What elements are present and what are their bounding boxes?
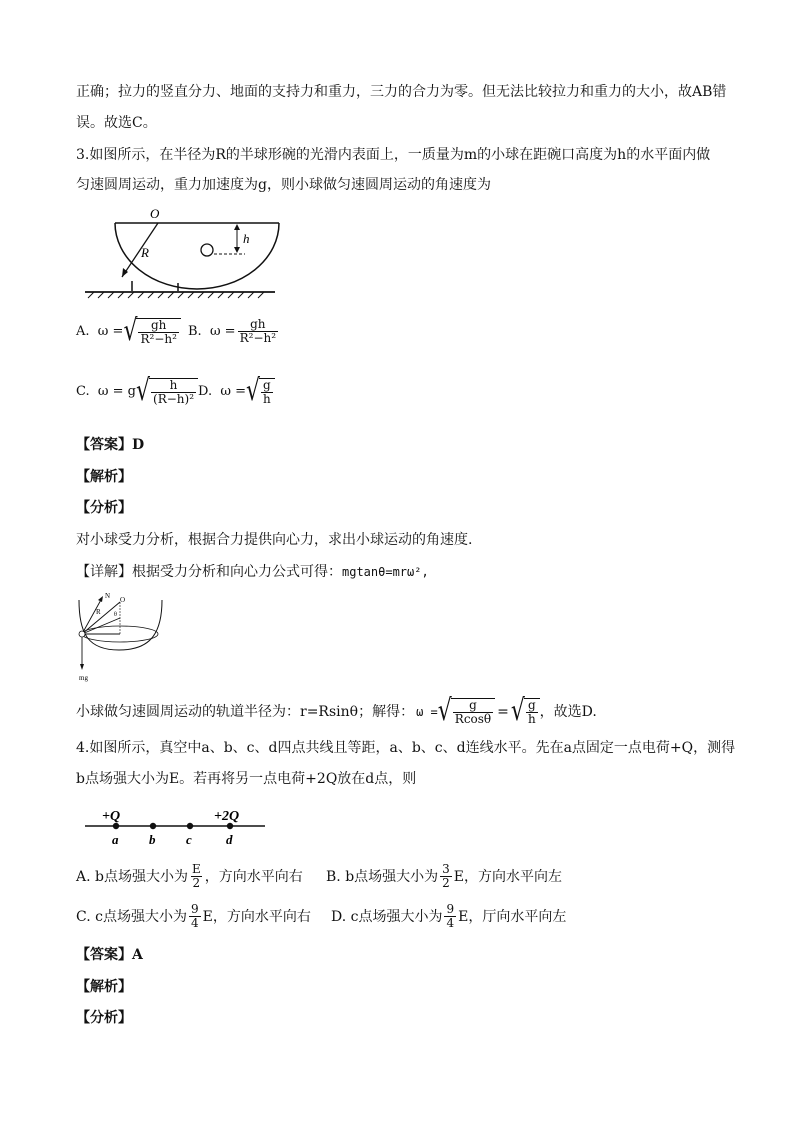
ball — [201, 244, 213, 256]
q4-option-d: D. c点场强大小为 $\frac{9}{4}$ E，厅向水平向左 — [331, 902, 567, 930]
radius-arrow — [122, 223, 158, 277]
label-d: d — [226, 832, 233, 847]
q4-jiexi-heading: 【解析】 — [76, 979, 132, 995]
q3-stem-line-2: 匀速圆周运动，重力加速度为g，则小球做匀速圆周运动的角速度为 — [76, 177, 491, 193]
q4-stem-line-1: 4.如图所示，真空中a、b、c、d四点共线且等距，a、b、c、d连线水平。先在a点固定一点电荷+Q，测得 — [76, 740, 736, 756]
fig2-label-mg: mg — [79, 674, 88, 682]
q4-answer: 【答案】A — [76, 947, 143, 963]
sqrt-symbol: √ $\frac{h}{\text{(R−h)²}}$ — [136, 378, 198, 406]
point-c — [187, 823, 193, 829]
sqrt-symbol: √ $\frac{g}{h}$ — [246, 378, 275, 406]
sqrt-symbol: √ $\frac{gh}{\text{R²−h²}}$ — [123, 318, 180, 346]
bowl-outline — [115, 223, 279, 289]
point-b — [150, 823, 156, 829]
q3-option-a: A. ω = √ $\frac{gh}{\text{R²−h²}}$ — [76, 318, 181, 346]
q4-stem-line-2: b点场强大小为E。若再将另一点电荷+2Q放在d点，则 — [76, 771, 417, 787]
q3-analysis: 对小球受力分析，根据合力提供向心力，求出小球运动的角速度. — [76, 532, 473, 548]
label-O: O — [150, 206, 160, 221]
q3-fenxi-heading: 【分析】 — [76, 500, 132, 516]
q3-solution-line: 小球做匀速圆周运动的轨道半径为：r=Rsinθ；解得： ω = √ $\frac{g}{Rcos\theta}$ = √ $\frac{g}{h}$ ，故选D. — [76, 694, 597, 729]
fig2-label-R: R — [96, 608, 101, 616]
label-plus-q: +Q — [102, 809, 121, 824]
label-b: b — [149, 832, 156, 847]
label-R: R — [141, 245, 149, 260]
prev-answer-line-1: 正确；拉力的竖直分力、地面的支持力和重力，三力的合力为零。但无法比较拉力和重力的大小，故AB错 — [76, 84, 727, 100]
q3-option-c: C. ω = g √ $\frac{h}{\text{(R−h)²}}$ — [76, 378, 198, 406]
fig2-label-O: O — [120, 596, 126, 604]
sqrt-symbol: √ $\frac{g}{h}$ — [511, 698, 540, 726]
sqrt-symbol: √ $\frac{g}{Rcos\theta}$ — [438, 698, 495, 726]
fig2-label-N: N — [105, 592, 111, 600]
q3-bowl-figure — [80, 205, 280, 300]
q4-fenxi-heading: 【分析】 — [76, 1010, 132, 1026]
q3-option-d: D. ω = √ $\frac{g}{h}$ — [198, 378, 275, 406]
label-h: h — [243, 231, 250, 246]
q3-force-diagram — [74, 590, 169, 685]
label-plus-2q: +2Q — [214, 809, 240, 824]
q4-charge-figure — [80, 804, 270, 850]
q3-jiexi-heading: 【解析】 — [76, 469, 132, 485]
label-c: c — [186, 832, 192, 847]
q4-option-b: B. b点场强大小为 $\frac{3}{2}$ E，方向水平向左 — [326, 862, 563, 890]
q3-option-b: B. ω = $\frac{gh}{\text{R²−h²}}$ — [188, 317, 277, 345]
label-a: a — [112, 832, 119, 847]
q3-stem-line-1: 3.如图所示，在半径为R的半球形碗的光滑内表面上，一质量为m的小球在距碗口高度为h的水平面内做 — [76, 147, 711, 163]
q3-answer: 【答案】D — [76, 437, 145, 453]
prev-answer-line-2: 误。故选C。 — [76, 115, 157, 131]
q4-option-a: A. b点场强大小为 $\frac{E}{2}$ ，方向水平向右 — [76, 862, 303, 890]
q4-option-c: C. c点场强大小为 $\frac{9}{4}$ E，方向水平向右 — [76, 902, 311, 930]
fig2-label-theta: θ — [114, 612, 117, 618]
q3-detail: 【详解】根据受力分析和向心力公式可得：mgtanθ=mrω², — [76, 564, 429, 580]
